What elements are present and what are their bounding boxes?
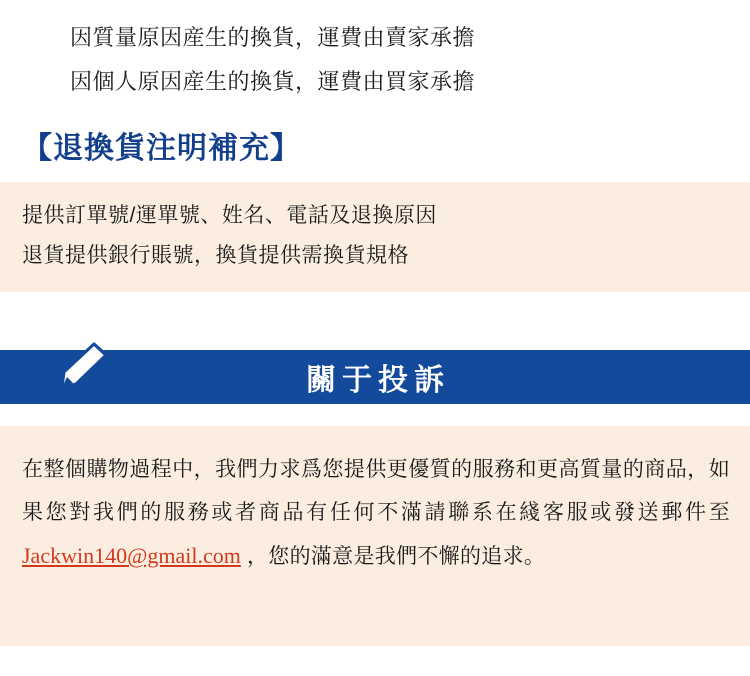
- return-section-heading: 【退換貨注明補充】: [22, 132, 301, 165]
- complaint-banner-bar: [0, 350, 750, 404]
- complaint-banner-title: 關于投訴: [306, 364, 450, 397]
- complaint-banner: [0, 338, 750, 404]
- complaint-body-box: [0, 426, 750, 646]
- contact-email-link[interactable]: Jackwin140@gmail.com: [22, 543, 241, 568]
- complaint-text-after-email: ，您的滿意是我們不懈的追求。: [240, 545, 546, 568]
- pencil-edit-icon: [38, 338, 112, 404]
- return-note-line: 退貨提供銀行賬號，換貨提供需換貨規格: [22, 244, 409, 267]
- return-note-line: 提供訂單號/運單號、姓名、電話及退換原因: [22, 204, 437, 227]
- complaint-text-before-email: 在整個購物過程中，我們力求爲您提供更優質的服務和更高質量的商品，如果您對我們的服務或者商品有任何不滿請聯系在綫客服或發送郵件至: [22, 458, 730, 524]
- top-note-line: 因質量原因産生的換貨，運費由賣家承擔: [70, 25, 476, 50]
- top-note-line: 因個人原因産生的換貨，運費由買家承擔: [70, 69, 476, 94]
- return-section-box: [0, 182, 750, 292]
- complaint-paragraph: [22, 448, 730, 578]
- top-notes: [0, 0, 750, 104]
